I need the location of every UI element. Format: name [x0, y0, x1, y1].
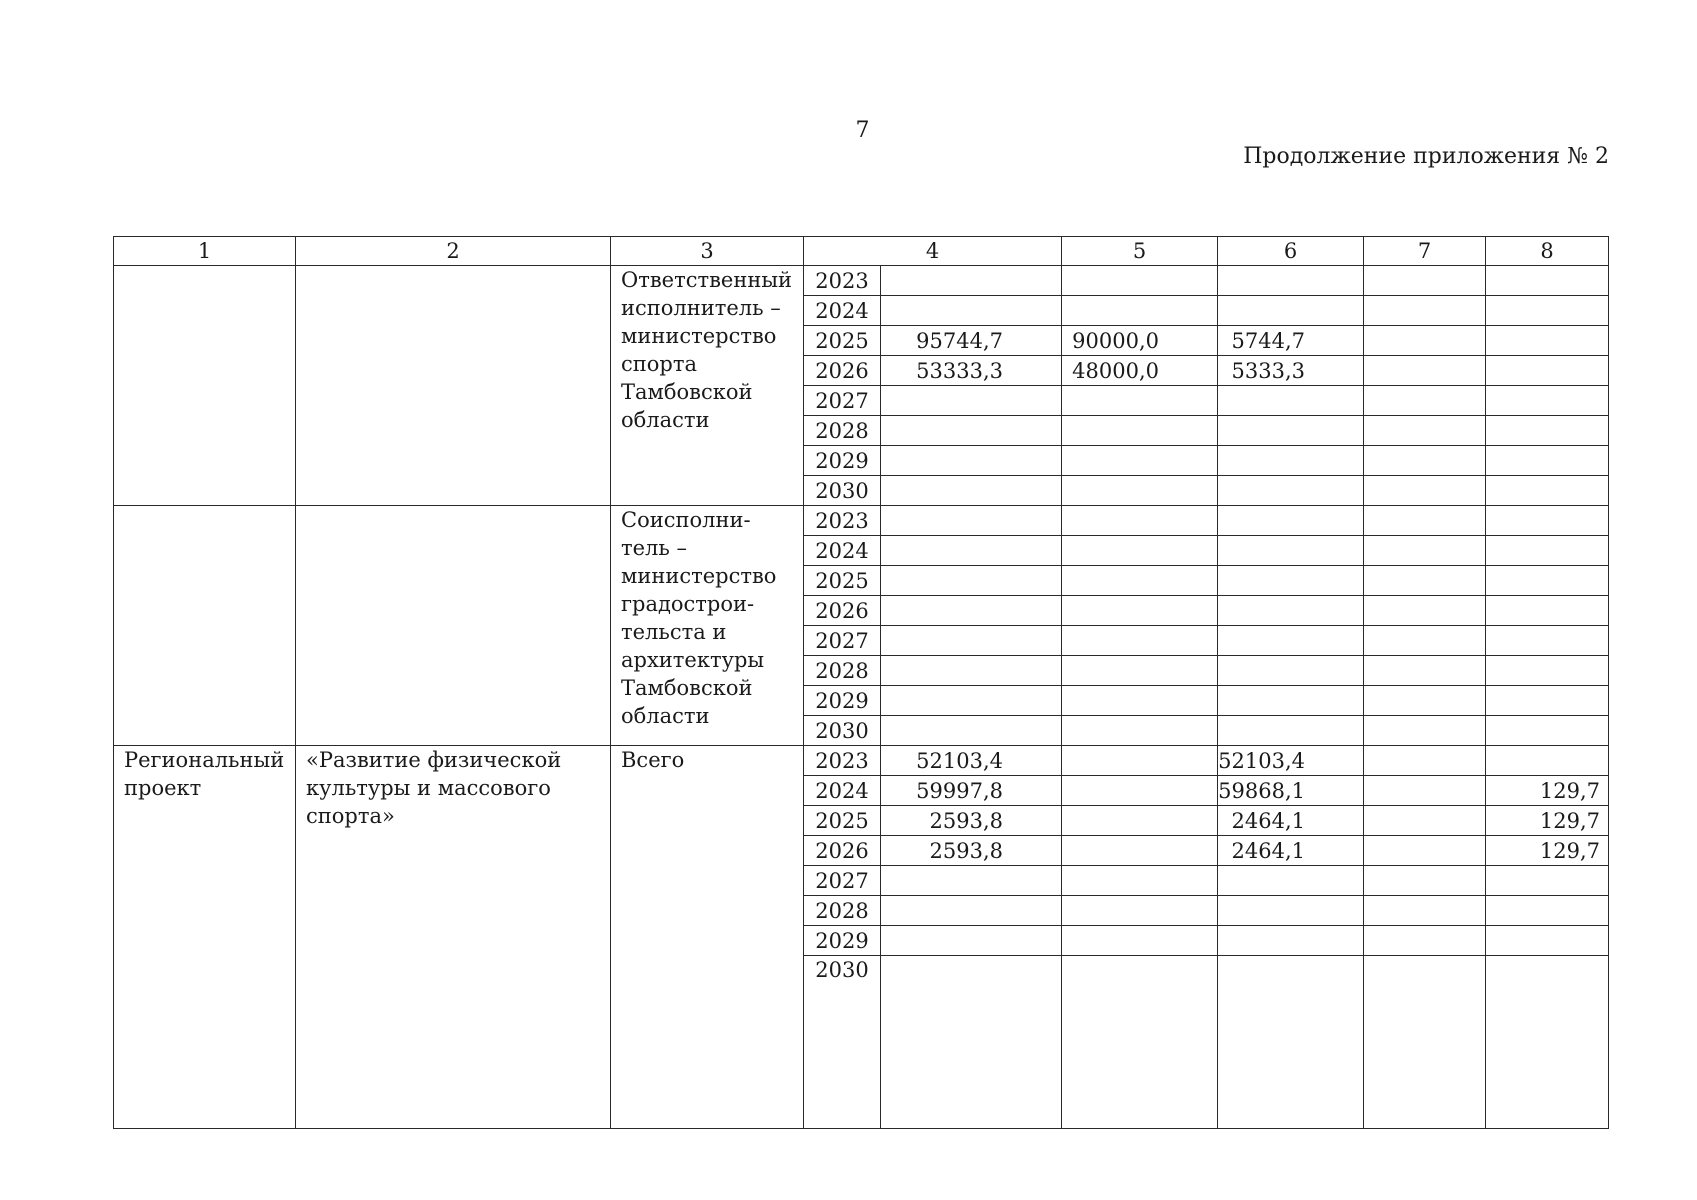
- header-col-3: 3: [611, 237, 804, 266]
- col5-cell: [1062, 416, 1218, 446]
- col8-cell: 129,7: [1486, 806, 1609, 836]
- col5-cell: [1062, 956, 1218, 1129]
- total-cell: [881, 416, 1062, 446]
- col7-cell: [1364, 686, 1486, 716]
- col7-cell: [1364, 446, 1486, 476]
- year-cell: 2027: [804, 626, 881, 656]
- col8-cell: [1486, 386, 1609, 416]
- col6-cell: [1218, 956, 1364, 1129]
- year-cell: 2025: [804, 326, 881, 356]
- col7-cell: [1364, 356, 1486, 386]
- total-cell: [881, 386, 1062, 416]
- col5-cell: [1062, 656, 1218, 686]
- col8-cell: [1486, 596, 1609, 626]
- year-cell: 2026: [804, 836, 881, 866]
- year-cell: 2024: [804, 776, 881, 806]
- col7-cell: [1364, 956, 1486, 1129]
- col5-cell: [1062, 746, 1218, 776]
- table-row: [114, 266, 1609, 296]
- header-col-6: 6: [1218, 237, 1364, 266]
- col5-cell: [1062, 266, 1218, 296]
- year-cell: 2025: [804, 806, 881, 836]
- year-cell: 2023: [804, 266, 881, 296]
- col7-cell: [1364, 476, 1486, 506]
- col5-cell: [1062, 296, 1218, 326]
- col5-cell: [1062, 386, 1218, 416]
- table-row: [114, 746, 1609, 776]
- col6-cell: 5333,3: [1218, 356, 1364, 386]
- total-cell: [881, 506, 1062, 536]
- col8-cell: [1486, 416, 1609, 446]
- col5-cell: [1062, 776, 1218, 806]
- col8-cell: 129,7: [1486, 836, 1609, 866]
- col8-cell: 129,7: [1486, 776, 1609, 806]
- col6-cell: [1218, 536, 1364, 566]
- total-cell: [881, 296, 1062, 326]
- total-cell: 2593,8: [881, 836, 1062, 866]
- col7-cell: [1364, 716, 1486, 746]
- col7-cell: [1364, 626, 1486, 656]
- col8-cell: [1486, 476, 1609, 506]
- group-2-col-3: Соисполни-тель – министерство градострои-тельста и архитектуры Тамбовской области: [611, 506, 804, 746]
- col7-cell: [1364, 326, 1486, 356]
- col5-cell: [1062, 536, 1218, 566]
- col5-cell: 90000,0: [1062, 326, 1218, 356]
- appendix-continuation-label: Продолжение приложения № 2: [1243, 144, 1609, 169]
- col8-cell: [1486, 746, 1609, 776]
- col8-cell: [1486, 356, 1609, 386]
- col8-cell: [1486, 506, 1609, 536]
- col8-cell: [1486, 686, 1609, 716]
- col7-cell: [1364, 866, 1486, 896]
- col7-cell: [1364, 776, 1486, 806]
- col6-cell: [1218, 416, 1364, 446]
- col5-cell: [1062, 836, 1218, 866]
- col8-cell: [1486, 896, 1609, 926]
- year-cell: 2024: [804, 536, 881, 566]
- col8-cell: [1486, 536, 1609, 566]
- header-col-2: 2: [296, 237, 611, 266]
- year-cell: 2027: [804, 386, 881, 416]
- header-col-5: 5: [1062, 237, 1218, 266]
- total-cell: [881, 626, 1062, 656]
- year-cell: 2027: [804, 866, 881, 896]
- year-cell: 2029: [804, 926, 881, 956]
- col7-cell: [1364, 656, 1486, 686]
- col8-cell: [1486, 266, 1609, 296]
- group-2-col-1: [114, 506, 296, 746]
- group-3-col-1: Региональный проект: [114, 746, 296, 1129]
- col5-cell: 48000,0: [1062, 356, 1218, 386]
- col6-cell: [1218, 926, 1364, 956]
- total-cell: 52103,4: [881, 746, 1062, 776]
- col8-cell: [1486, 866, 1609, 896]
- col7-cell: [1364, 386, 1486, 416]
- year-cell: 2029: [804, 686, 881, 716]
- col7-cell: [1364, 266, 1486, 296]
- year-cell: 2030: [804, 716, 881, 746]
- col6-cell: [1218, 686, 1364, 716]
- page-number: 7: [855, 118, 870, 143]
- col5-cell: [1062, 476, 1218, 506]
- year-cell: 2025: [804, 566, 881, 596]
- col5-cell: [1062, 626, 1218, 656]
- total-cell: [881, 926, 1062, 956]
- header-col-1: 1: [114, 237, 296, 266]
- total-cell: [881, 566, 1062, 596]
- col6-cell: [1218, 386, 1364, 416]
- col7-cell: [1364, 536, 1486, 566]
- header-col-7: 7: [1364, 237, 1486, 266]
- total-cell: [881, 446, 1062, 476]
- total-cell: [881, 686, 1062, 716]
- year-cell: 2030: [804, 476, 881, 506]
- col8-cell: [1486, 926, 1609, 956]
- total-cell: [881, 896, 1062, 926]
- year-cell: 2028: [804, 416, 881, 446]
- col5-cell: [1062, 896, 1218, 926]
- col6-cell: [1218, 716, 1364, 746]
- total-cell: [881, 266, 1062, 296]
- col7-cell: [1364, 806, 1486, 836]
- total-cell: [881, 956, 1062, 1129]
- total-cell: 53333,3: [881, 356, 1062, 386]
- table-row: [114, 506, 1609, 536]
- col5-cell: [1062, 716, 1218, 746]
- year-cell: 2028: [804, 896, 881, 926]
- group-3-col-2: «Развитие физической культуры и массового спорта»: [296, 746, 611, 1129]
- group-1-col-2: [296, 266, 611, 506]
- total-cell: [881, 656, 1062, 686]
- col6-cell: [1218, 596, 1364, 626]
- col8-cell: [1486, 956, 1609, 1129]
- total-cell: 59997,8: [881, 776, 1062, 806]
- col6-cell: [1218, 896, 1364, 926]
- col6-cell: 2464,1: [1218, 806, 1364, 836]
- budget-table-body: [114, 237, 1609, 1129]
- col6-cell: [1218, 506, 1364, 536]
- col7-cell: [1364, 896, 1486, 926]
- col5-cell: [1062, 446, 1218, 476]
- group-1-col-3: Ответственный исполнитель – министерство спорта Тамбовской области: [611, 266, 804, 506]
- col7-cell: [1364, 506, 1486, 536]
- total-cell: 95744,7: [881, 326, 1062, 356]
- header-row: [114, 237, 1609, 266]
- total-cell: [881, 476, 1062, 506]
- col5-cell: [1062, 926, 1218, 956]
- year-cell: 2030: [804, 956, 881, 1129]
- col6-cell: [1218, 626, 1364, 656]
- col6-cell: 52103,4: [1218, 746, 1364, 776]
- col7-cell: [1364, 566, 1486, 596]
- col6-cell: [1218, 566, 1364, 596]
- group-3-col-3: Всего: [611, 746, 804, 1129]
- col7-cell: [1364, 836, 1486, 866]
- col7-cell: [1364, 596, 1486, 626]
- col5-cell: [1062, 866, 1218, 896]
- col7-cell: [1364, 296, 1486, 326]
- year-cell: 2023: [804, 506, 881, 536]
- col8-cell: [1486, 626, 1609, 656]
- year-cell: 2026: [804, 356, 881, 386]
- year-cell: 2028: [804, 656, 881, 686]
- col6-cell: [1218, 656, 1364, 686]
- col6-cell: 2464,1: [1218, 836, 1364, 866]
- total-cell: 2593,8: [881, 806, 1062, 836]
- col8-cell: [1486, 566, 1609, 596]
- col7-cell: [1364, 416, 1486, 446]
- col6-cell: 59868,1: [1218, 776, 1364, 806]
- col5-cell: [1062, 566, 1218, 596]
- col8-cell: [1486, 656, 1609, 686]
- year-cell: 2024: [804, 296, 881, 326]
- budget-table: [113, 236, 1609, 1129]
- col5-cell: [1062, 506, 1218, 536]
- total-cell: [881, 866, 1062, 896]
- year-cell: 2026: [804, 596, 881, 626]
- col5-cell: [1062, 686, 1218, 716]
- col6-cell: [1218, 866, 1364, 896]
- col6-cell: [1218, 446, 1364, 476]
- year-cell: 2029: [804, 446, 881, 476]
- header-col-4: 4: [804, 237, 1062, 266]
- total-cell: [881, 596, 1062, 626]
- col6-cell: 5744,7: [1218, 326, 1364, 356]
- header-col-8: 8: [1486, 237, 1609, 266]
- col5-cell: [1062, 596, 1218, 626]
- group-1-col-1: [114, 266, 296, 506]
- col6-cell: [1218, 476, 1364, 506]
- col7-cell: [1364, 926, 1486, 956]
- year-cell: 2023: [804, 746, 881, 776]
- col8-cell: [1486, 326, 1609, 356]
- total-cell: [881, 716, 1062, 746]
- col6-cell: [1218, 266, 1364, 296]
- col8-cell: [1486, 716, 1609, 746]
- col8-cell: [1486, 296, 1609, 326]
- col5-cell: [1062, 806, 1218, 836]
- col7-cell: [1364, 746, 1486, 776]
- col8-cell: [1486, 446, 1609, 476]
- total-cell: [881, 536, 1062, 566]
- col6-cell: [1218, 296, 1364, 326]
- group-2-col-2: [296, 506, 611, 746]
